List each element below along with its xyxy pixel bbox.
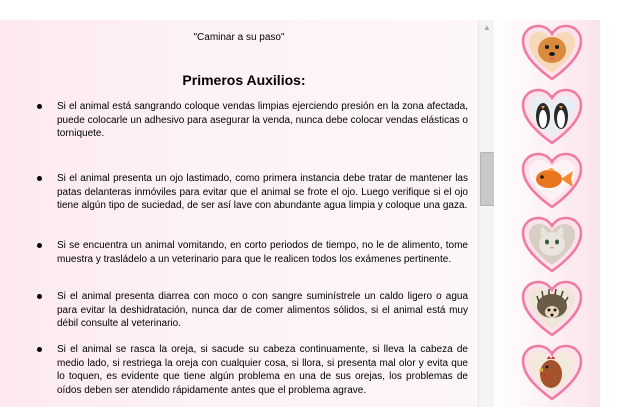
right-margin bbox=[600, 20, 618, 407]
list-item-text: Si se encuentra un animal vomitando, en corto periodos de tiempo, no le de alimento, tome muestra y trasládelo a un veterinario para que le realicen todos los exámenes pertinente. bbox=[57, 240, 468, 265]
bullet-icon bbox=[37, 104, 42, 109]
penguins-heart-image bbox=[521, 88, 583, 146]
list-item-text: Si el animal presenta un ojo lastimado, como primera instancia debe tratar de mantener las patas delanteras inmóviles para evitar que el animal se frote el ojo. Luego verifique si el ojo tiene algún tipo de suciedad, de ser así lave con abundante agua limpia y coloque una gaza. bbox=[57, 173, 468, 212]
text-area bbox=[0, 20, 478, 407]
list-item-text: Si el animal se rasca la oreja, si sacude su cabeza continuamente, si lleva la cabeza de medio lado, si restriega la oreja con cualquier cosa, si llora, si presenta mal olor y evita que lo toquen, es evidente que tiene algún problema en una de sus orejas, los problemas de oídos deben ser atendido rápidamente antes que el problema agrave. bbox=[57, 344, 468, 396]
tagline: "Caminar a su paso" bbox=[193, 32, 285, 43]
bullet-icon bbox=[37, 347, 42, 352]
cat-heart-image bbox=[521, 216, 583, 274]
content-frame bbox=[0, 20, 494, 407]
scroll-up-arrow-icon[interactable]: ▲ bbox=[483, 23, 491, 32]
animal-sidebar bbox=[494, 20, 600, 407]
bullet-icon bbox=[37, 294, 42, 299]
dog-heart-image bbox=[521, 24, 583, 82]
bullet-icon bbox=[37, 176, 42, 181]
goldfish-heart-image bbox=[521, 152, 583, 210]
list-item-text: Si el animal está sangrando coloque vendas limpias ejerciendo presión en la zona afectada, puede colocarle un adhesivo para asegurar la venda, nunca debe colocar vendas elásticas o torniquete. bbox=[57, 101, 468, 140]
bullet-icon bbox=[37, 243, 42, 248]
list-item-text: Si el animal presenta diarrea con moco o con sangre suminístrele un caldo ligero o agua para evitar la deshidratación, nunca dar de comer alimentos sólidos, si el animal está muy débil consulte al veterinario. bbox=[57, 291, 468, 330]
hen-heart-image bbox=[521, 344, 583, 402]
hedgehog-heart-image bbox=[521, 280, 583, 338]
page-title: Primeros Auxilios: bbox=[182, 72, 306, 88]
vertical-scrollbar[interactable] bbox=[478, 20, 495, 407]
scrollbar-thumb[interactable] bbox=[480, 152, 495, 206]
